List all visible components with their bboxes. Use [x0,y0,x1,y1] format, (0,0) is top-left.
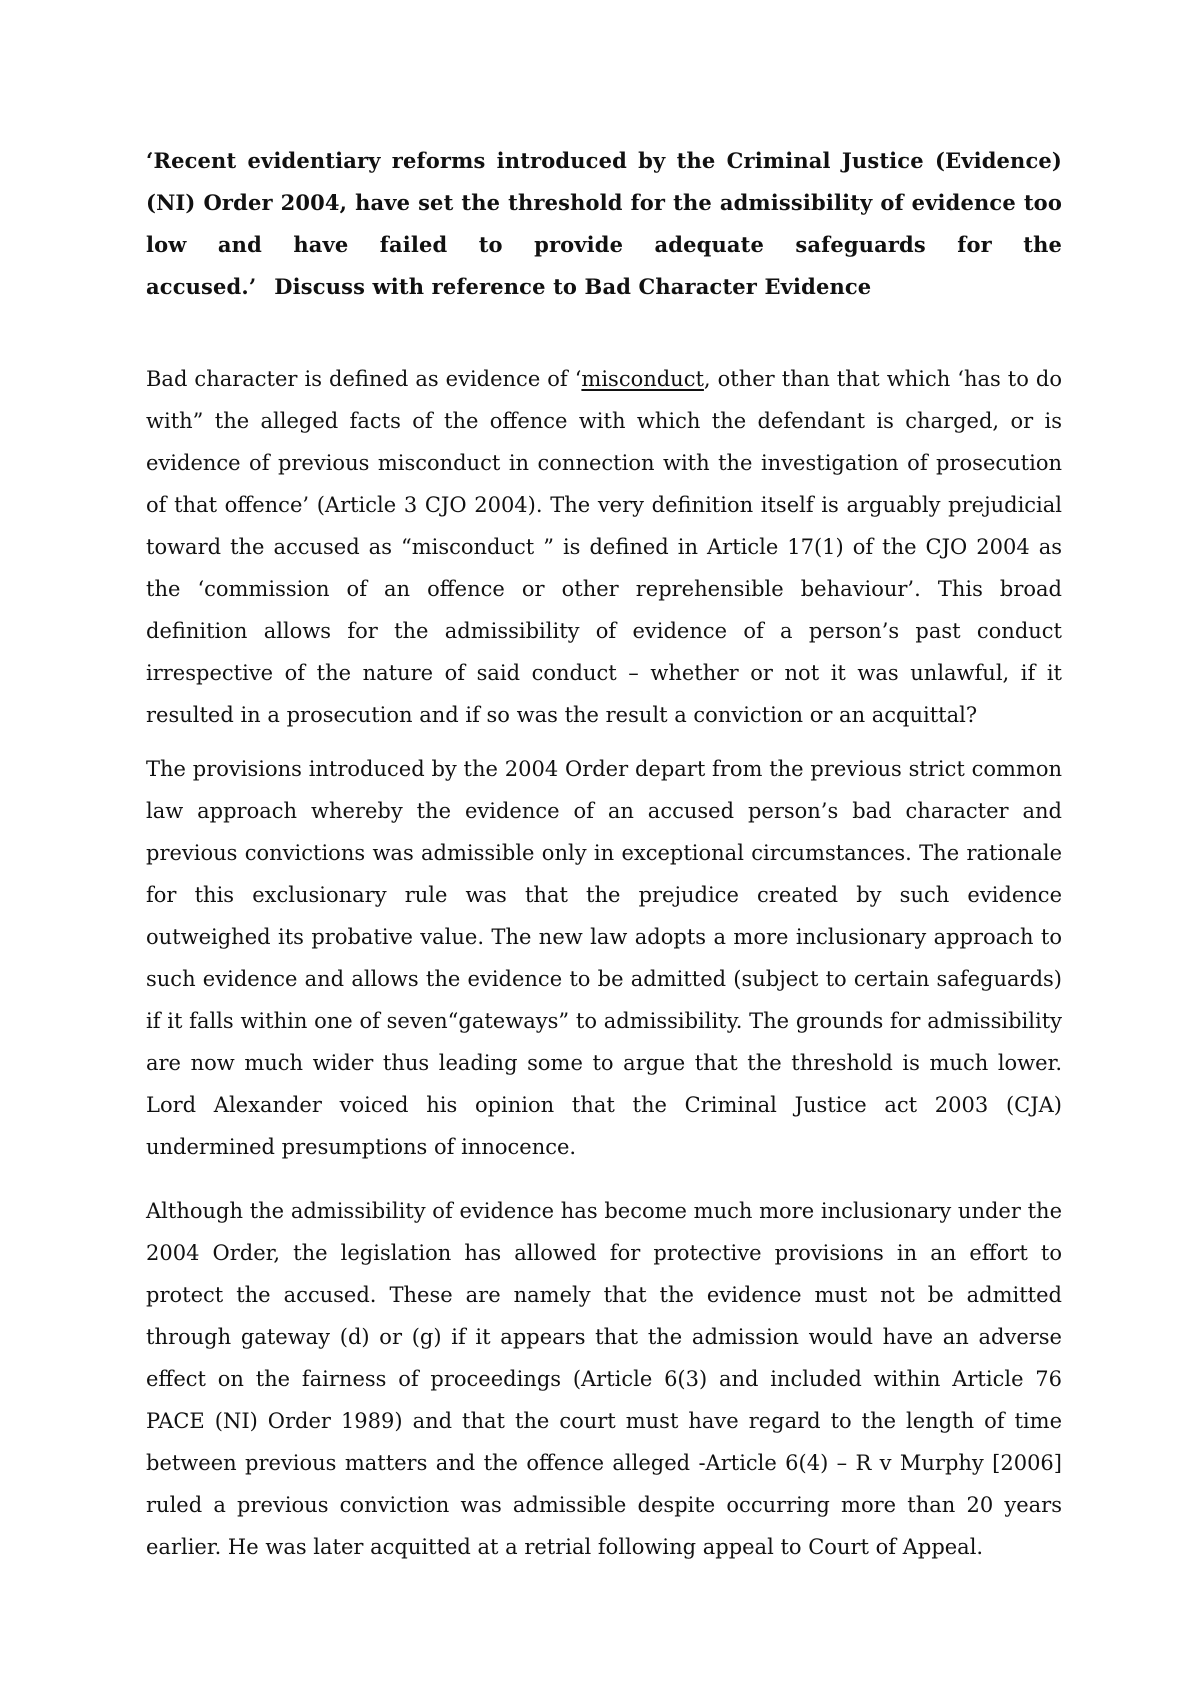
essay-question-quote: ‘Recent evidentiary reforms introduced by the Criminal Justice (Evidence) (NI) Order 2004, have set the threshold for the admissibility of evidence too low and have failed to provide adequate safeguards for the accused.’ [146,148,1062,299]
paragraph-bad-character-definition [146,358,1062,736]
essay-question-heading [146,140,1062,308]
underlined-term-misconduct: misconduct [581,367,704,391]
document-body [146,140,1062,1568]
essay-question-instruction: Discuss with reference to Bad Character Evidence [274,274,872,299]
paragraph-1-lead: Bad character is defined as evidence of ‘ [146,367,582,391]
paragraph-1-rest: , other than that which ‘has to do with” the alleged facts of the offence with which the defendant is charged, or is evidence of previous misconduct in connection with the investigation of prosecution of that offence’ (Article 3 CJO 2004). The very definition itself is arguably prejudicial toward the accused as “misconduct ” is defined in Article 17(1) of the CJO 2004 as the ‘commission of an offence or other reprehensible behaviour’. This broad definition allows for the admissibility of evidence of a person’s past conduct irrespective of the nature of said conduct – whether or not it was unlawful, if it resulted in a prosecution and if so was the result a conviction or an acquittal? [146,367,1062,727]
paragraph-2004-order-provisions: The provisions introduced by the 2004 Order depart from the previous strict common law approach whereby the evidence of an accused person’s bad character and previous convictions was admissible only in exceptional circumstances. The rationale for this exclusionary rule was that the prejudice created by such evidence outweighed its probative value. The new law adopts a more inclusionary approach to such evidence and allows the evidence to be admitted (subject to certain safeguards) if it falls within one of seven“gateways” to admissibility. The grounds for admissibility are now much wider thus leading some to argue that the threshold is much lower. Lord Alexander voiced his opinion that the Criminal Justice act 2003 (CJA) undermined presumptions of innocence. [146,757,1062,1159]
paragraph-protective-provisions: Although the admissibility of evidence has become much more inclusionary under the 2004 Order, the legislation has allowed for protective provisions in an effort to protect the accused. These are namely that the evidence must not be admitted through gateway (d) or (g) if it appears that the admission would have an adverse effect on the fairness of proceedings (Article 6(3) and included within Article 76 PACE (NI) Order 1989) and that the court must have regard to the length of time between previous matters and the offence alleged -Article 6(4) – R v Murphy [2006] ruled a previous conviction was admissible despite occurring more than 20 years earlier. He was later acquitted at a retrial following appeal to Court of Appeal. [146,1199,1062,1559]
